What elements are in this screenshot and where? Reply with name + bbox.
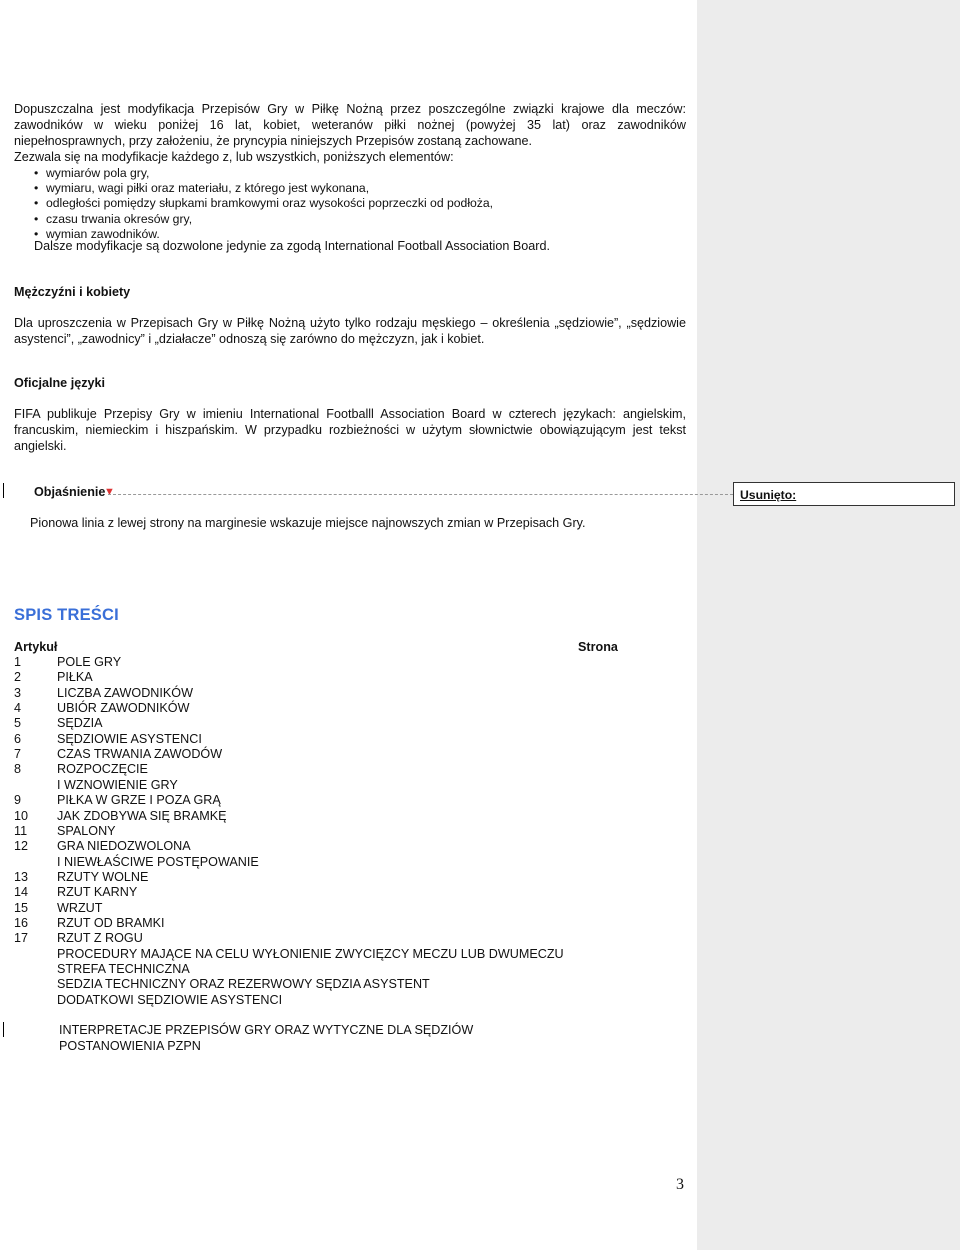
toc-row[interactable] xyxy=(14,732,634,747)
toc-row[interactable] xyxy=(14,977,634,992)
toc-row[interactable] xyxy=(14,793,634,808)
toc-article-number: 16 xyxy=(14,915,29,930)
deletion-mark-icon: ▼ xyxy=(104,486,115,498)
toc-article-number: 14 xyxy=(14,885,29,900)
toc-row[interactable] xyxy=(14,670,634,685)
toc-row[interactable] xyxy=(14,916,634,931)
toc-article-title: CZAS TRWANIA ZAWODÓW xyxy=(57,747,223,762)
toc-row[interactable] xyxy=(14,901,634,916)
change-bar-marker xyxy=(3,1022,4,1037)
intro-paragraph: Dopuszczalna jest modyfikacja Przepisów Gry w Piłkę Nożną przez poszczególne związki krajowe dla meczów: zawodników w wieku poniżej 16 lat, kobiet, weteranów piłki nożnej (powyżej 35 lat) oraz zawodników niepełnosprawnych, przy założeniu, że pryncypia niniejszych Przepisów zostaną zachowane. xyxy=(14,102,686,148)
men-women-text: Dla uproszczenia w Przepisach Gry w Piłkę Nożną użyto tylko rodzaju męskiego – określenia „sędziowie”, „sędziowie asystenci”, „zawodnicy” i „działacze” odnoszą się zarówno do mężczyzn, jak i kobiet. xyxy=(14,316,686,346)
toc-article-number: 4 xyxy=(14,701,22,716)
toc-article-number: 8 xyxy=(14,762,22,777)
toc-row[interactable] xyxy=(14,716,634,731)
toc-article-title: I NIEWŁAŚCIWE POSTĘPOWANIE xyxy=(57,854,259,869)
toc-column-article: Artykuł xyxy=(14,640,58,654)
toc-article-number: 12 xyxy=(14,839,29,854)
toc-article-title: PIŁKA xyxy=(57,670,93,685)
toc-row[interactable] xyxy=(14,809,634,824)
toc-row[interactable] xyxy=(14,931,634,946)
markup-margin-pane xyxy=(697,0,960,1250)
toc-article-title: PROCEDURY MAJĄCE NA CELU WYŁONIENIE ZWYCIĘZCY MECZU LUB DWUMECZU xyxy=(57,946,564,961)
toc-row[interactable] xyxy=(14,993,634,1008)
toc-row[interactable] xyxy=(14,870,634,885)
page-number: 3 xyxy=(676,1176,684,1193)
toc-article-number: 7 xyxy=(14,747,22,762)
toc-article-number: 15 xyxy=(14,900,29,915)
languages-text: FIFA publikuje Przepisy Gry w imieniu International Footballl Association Board w czterech językach: angielskim, francuskim, niemieckim i hiszpańskim. W przypadku rozbieżności w użytym słownictwie obowiązującym jest tekst angielski. xyxy=(14,407,686,453)
bullet-item: • czasu trwania okresów gry, xyxy=(14,212,674,227)
toc-article-number: 1 xyxy=(14,655,22,669)
bullet-item: • wymian zawodników. xyxy=(14,227,674,242)
explanation-text: Pionowa linia z lewej strony na marginesie wskazuje miejsce najnowszych zmian w Przepisach Gry. xyxy=(30,516,586,530)
revision-balloon-label: Usunięto: xyxy=(740,488,797,502)
toc-extra-interpretations: INTERPRETACJE PRZEPISÓW GRY ORAZ WYTYCZNE DLA SĘDZIÓW xyxy=(59,1023,474,1037)
toc-article-title: LICZBA ZAWODNIKÓW xyxy=(57,685,193,700)
toc-article-title: STREFA TECHNICZNA xyxy=(57,962,190,976)
toc-row[interactable] xyxy=(14,701,634,716)
toc-article-number: 9 xyxy=(14,793,22,808)
toc-row[interactable] xyxy=(14,762,634,777)
toc-row[interactable] xyxy=(14,839,634,854)
toc-article-title: PIŁKA W GRZE I POZA GRĄ xyxy=(57,793,221,808)
men-women-heading: Mężczyźni i kobiety xyxy=(14,285,131,299)
toc-article-title: SPALONY xyxy=(57,823,116,838)
toc-article-title: RZUT Z ROGU xyxy=(57,931,143,946)
toc-article-title: JAK ZDOBYWA SIĘ BRAMKĘ xyxy=(57,808,227,823)
toc-article-title: DODATKOWI SĘDZIOWIE ASYSTENCI xyxy=(57,992,283,1007)
bullet-item: • odległości pomiędzy słupkami bramkowymi oraz wysokości poprzeczki od podłoża, xyxy=(14,196,674,211)
toc-article-title: UBIÓR ZAWODNIKÓW xyxy=(57,701,190,716)
toc-article-title: SEDZIA TECHNICZNY ORAZ REZERWOWY SĘDZIA ASYSTENT xyxy=(57,977,430,992)
toc-article-title: ROZPOCZĘCIE xyxy=(57,762,148,777)
revision-leader-line xyxy=(108,494,733,496)
toc-article-number: 6 xyxy=(14,731,22,746)
toc-row[interactable] xyxy=(14,855,634,870)
toc-article-title: RZUT OD BRAMKI xyxy=(57,915,165,930)
bullet-item: • wymiaru, wagi piłki oraz materiału, z którego jest wykonana, xyxy=(14,181,674,196)
revision-balloon[interactable] xyxy=(733,482,955,506)
toc-row[interactable] xyxy=(14,962,634,977)
toc-article-number: 10 xyxy=(14,808,29,823)
toc-row[interactable] xyxy=(14,824,634,839)
languages-heading: Oficjalne języki xyxy=(14,376,105,390)
change-bar-marker xyxy=(3,483,4,498)
bullet-item: • wymiarów pola gry, xyxy=(14,166,674,181)
intro-closing: Dalsze modyfikacje są dozwolone jedynie za zgodą International Football Association Board. xyxy=(34,239,550,253)
toc-article-number: 17 xyxy=(14,931,29,946)
toc-article-title: POLE GRY xyxy=(57,655,122,669)
toc-extra-pzpn: POSTANOWIENIA PZPN xyxy=(59,1039,201,1053)
toc-article-title: GRA NIEDOZWOLONA xyxy=(57,839,191,854)
toc-article-number: 3 xyxy=(14,685,22,700)
toc-row[interactable] xyxy=(14,778,634,793)
toc-article-title: RZUTY WOLNE xyxy=(57,869,149,884)
toc-title: SPIS TREŚCI xyxy=(14,606,119,624)
explanation-heading: Objaśnienie xyxy=(34,485,106,499)
toc-row[interactable] xyxy=(14,655,634,670)
toc-row[interactable] xyxy=(14,947,634,962)
toc-column-page: Strona xyxy=(578,640,618,654)
toc-article-title: RZUT KARNY xyxy=(57,885,138,900)
intro-lead: Zezwala się na modyfikacje każdego z, lub wszystkich, poniższych elementów: xyxy=(14,150,454,164)
toc-article-title: SĘDZIOWIE ASYSTENCI xyxy=(57,731,202,746)
toc-article-number: 13 xyxy=(14,869,29,884)
toc-row[interactable] xyxy=(14,686,634,701)
toc-article-title: WRZUT xyxy=(57,900,103,915)
toc-row[interactable] xyxy=(14,885,634,900)
toc-row[interactable] xyxy=(14,747,634,762)
toc-article-title: I WZNOWIENIE GRY xyxy=(57,777,178,792)
toc-article-number: 11 xyxy=(14,823,28,838)
toc-article-title: SĘDZIA xyxy=(57,716,103,731)
modification-bullet-list xyxy=(14,166,674,242)
toc-article-number: 2 xyxy=(14,670,22,685)
toc-article-number: 5 xyxy=(14,716,22,731)
